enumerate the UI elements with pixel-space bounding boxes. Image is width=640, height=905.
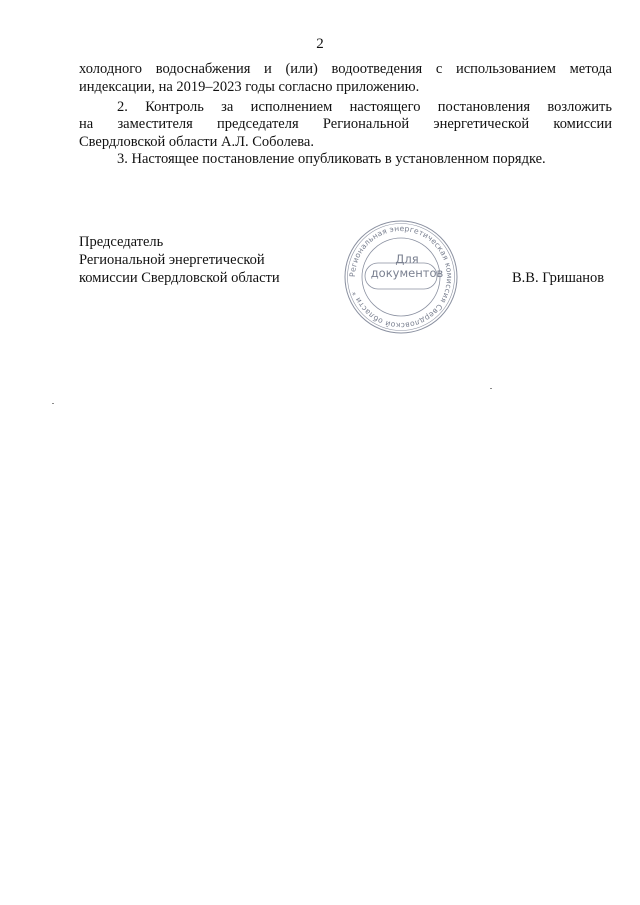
stamp-ring-text: Региональная энергетическая комиссия Свердловской области * xyxy=(347,223,455,331)
page-number: 2 xyxy=(316,36,324,52)
signature-title-line-3: комиссии Свердловской области xyxy=(79,270,280,286)
signatory-name: В.В. Гришанов xyxy=(512,270,605,286)
stamp-center-line-1: Для xyxy=(395,252,419,266)
signature-title-line-2: Региональной энергетической xyxy=(79,252,265,268)
body-line-3: 2. Контроль за исполнением настоящего постановления возложить xyxy=(117,99,612,115)
body-line-4: на заместителя председателя Региональной энергетической комиссии xyxy=(79,116,612,132)
body-line-5: Свердловской области А.Л. Соболева. xyxy=(79,134,314,150)
stamp-center-line-2: документов xyxy=(370,266,444,280)
body-line-2: индексации, на 2019–2023 годы согласно приложению. xyxy=(79,79,420,95)
scan-speck xyxy=(490,388,492,389)
signature-title xyxy=(79,233,280,287)
scan-speck xyxy=(52,403,54,404)
signature-title-line-1: Председатель xyxy=(79,234,164,250)
body-line-1: холодного водоснабжения и (или) водоотведения с использованием метода xyxy=(79,61,612,77)
stamp-center xyxy=(368,252,446,292)
body-line-6: 3. Настоящее постановление опубликовать в установленном порядке. xyxy=(117,151,546,167)
